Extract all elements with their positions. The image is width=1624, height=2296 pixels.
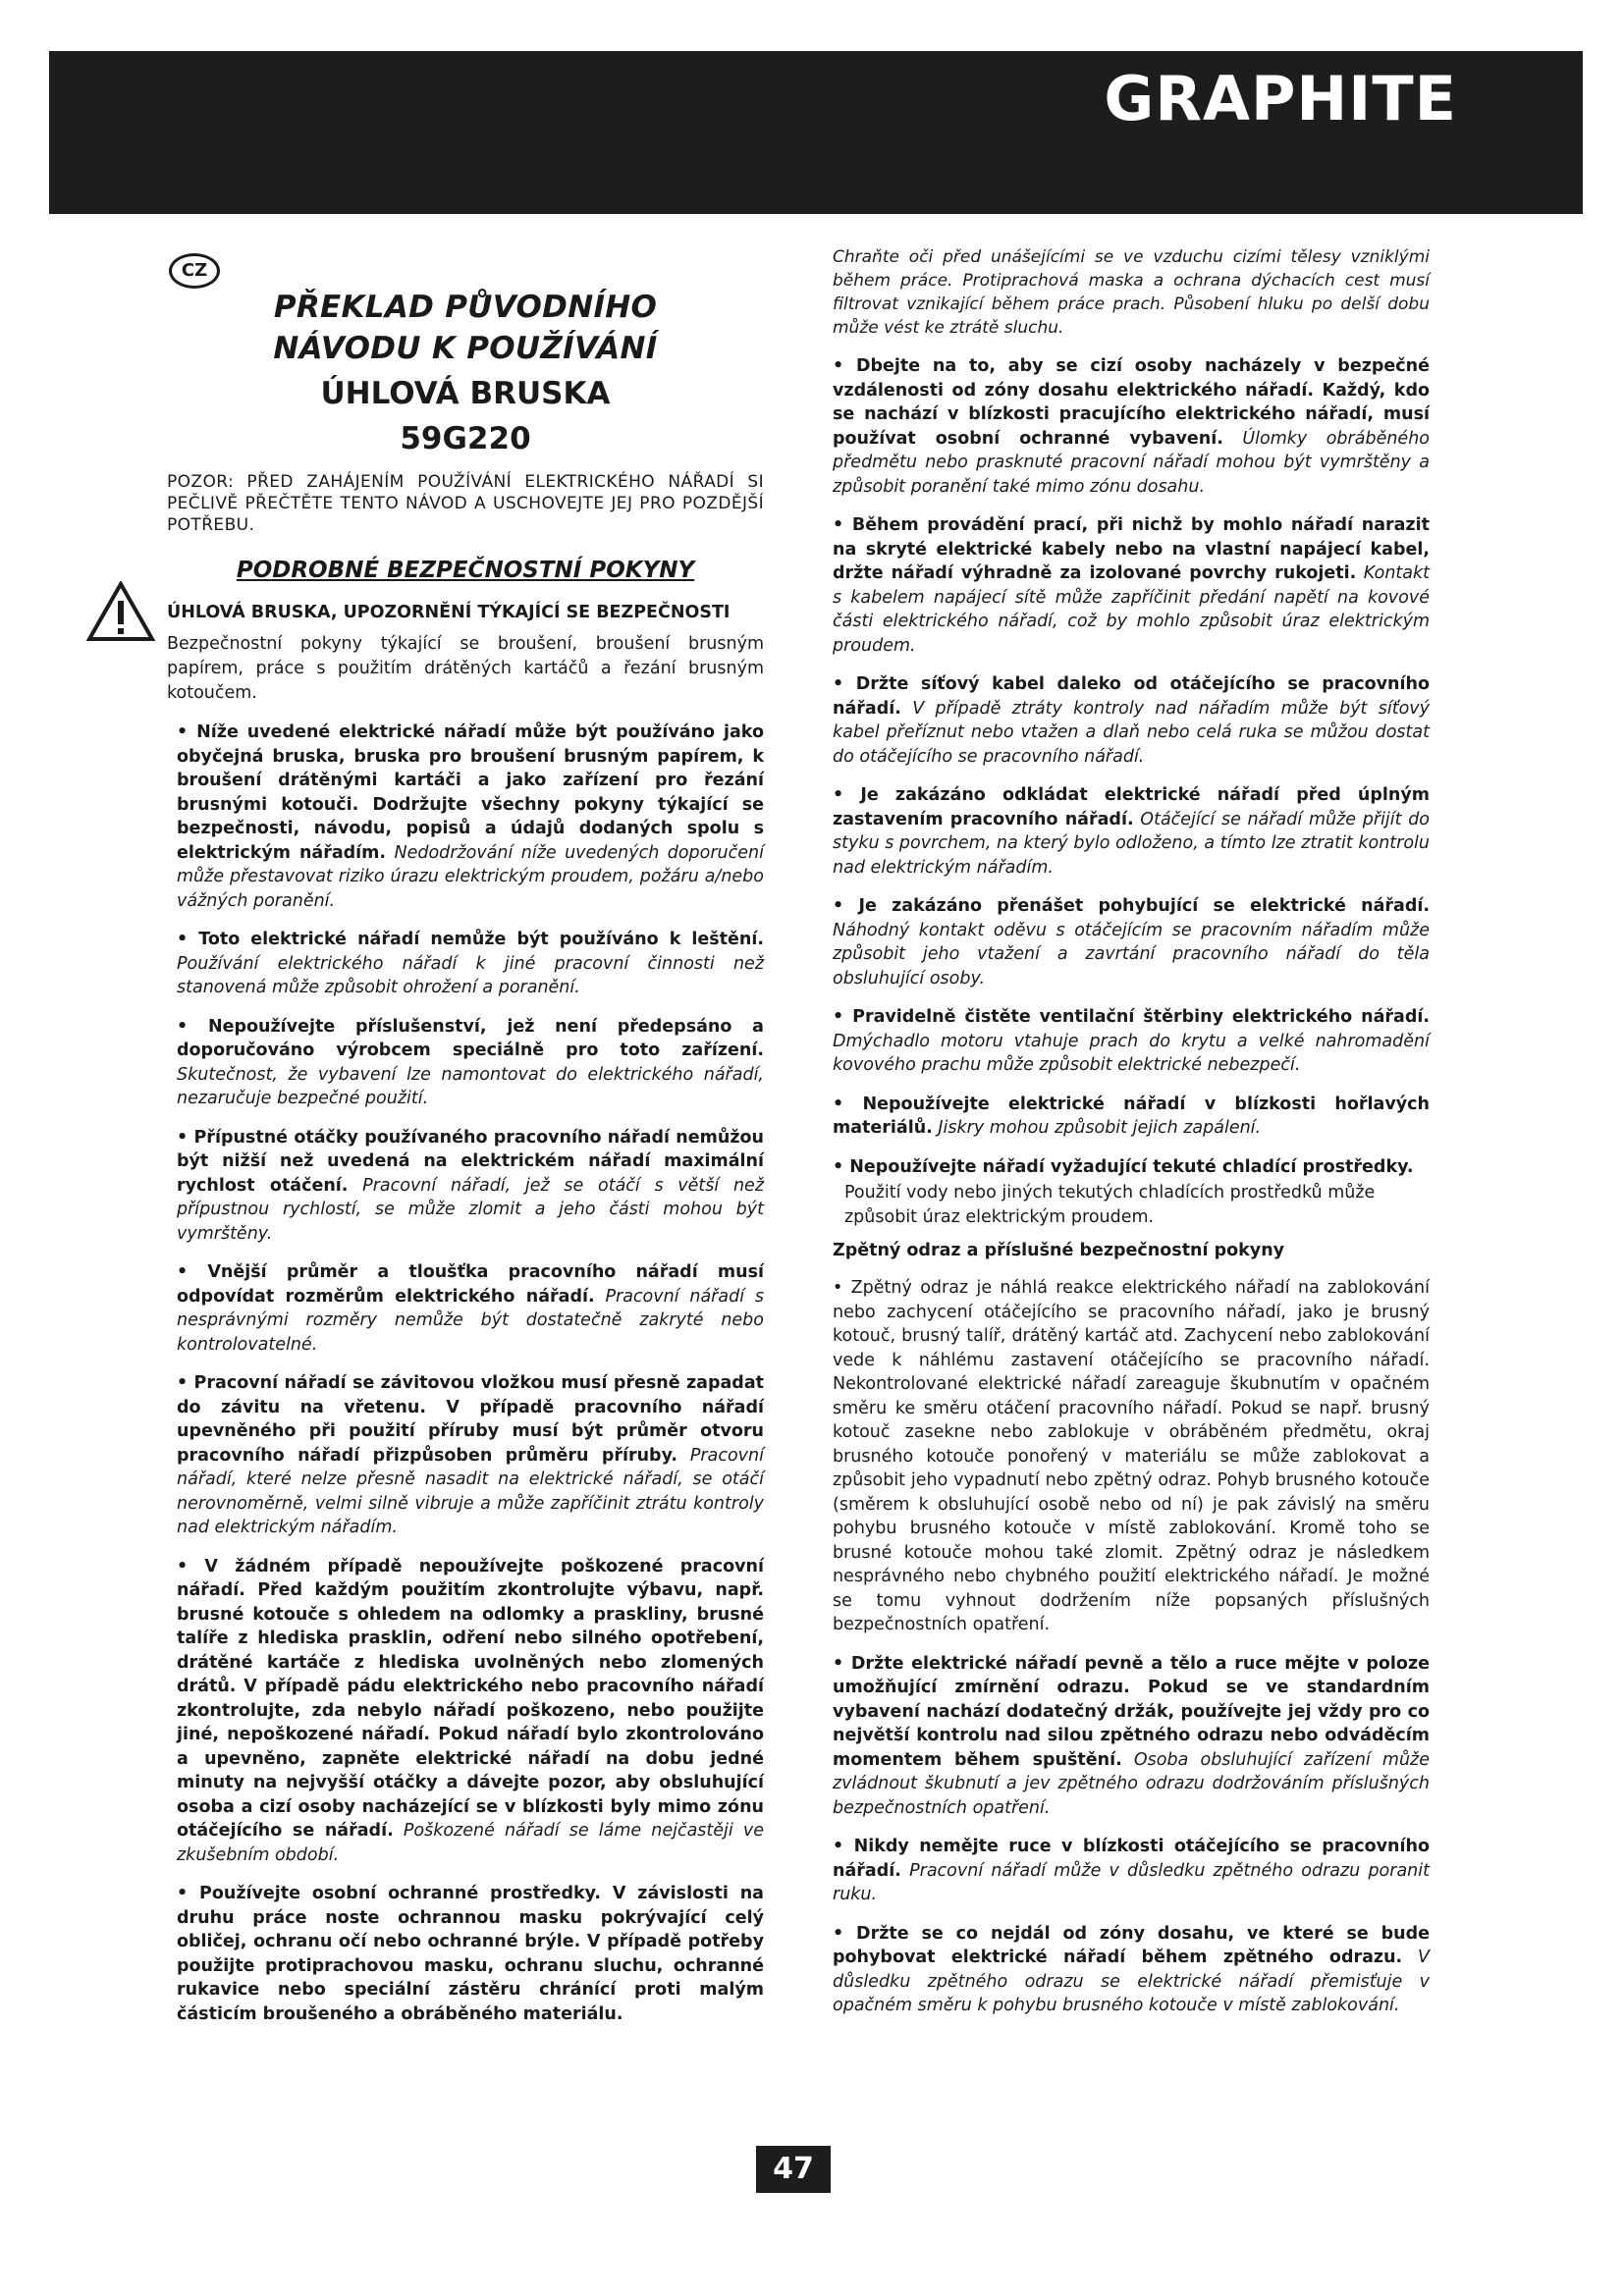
safety-item-rule: • Pravidelně čistěte ventilační štěrbiny elektrického nářadí.: [833, 1007, 1430, 1027]
right-column: [833, 245, 1430, 2018]
coolant-note: Použití vody nebo jiných tekutých chladících prostředků může způsobit úraz elektrickým proudem.: [844, 1183, 1376, 1227]
kickback-text: • Zpětný odraz je náhlá reakce elektrického nářadí na zablokování nebo zachycení otáčejícího se pracovního nářadí, jako je brusný kotouč, brusný talíř, drátěný kartáč atd. Zachycení nebo zablokování vede k náhlému zastavení otáčejícího se pracovního nářadí. Nekontrolované elektrické nářadí zareaguje škubnutím v opačném směru ke směru otáčení pracovního nářadí. Pokud se např. brusný kotouč zasekne nebo zablokuje v obráběném předmětu, okraj brusného kotouče ponořený v materiálu se může zablokovat a způsobit jeho vypadnutí nebo zpětný odraz. Pohyb brusného kotouče (směrem k obsluhující osobě nebo od ní) je pak závislý na směru pohybu brusného kotouče v místě zablokování. Kromě toho se brusné kotouče mohou také zlomit. Zpětný odraz je následkem nesprávného nebo chybného použití elektrického nářadí. Je možné se tomu vyhnout dodržením níže popsaných příslušných bezpečnostních opatření.: [833, 1278, 1430, 1634]
safety-item: [833, 354, 1430, 499]
safety-item-rule: • Nepoužívejte příslušenství, jež není předepsáno a doporučováno výrobcem speciálně pro toto zařízení.: [177, 1016, 764, 1060]
safety-item: [833, 1005, 1430, 1078]
safety-item-rule: • Držte elektrické nářadí pevně a tělo a ruce mějte v poloze umožňující zmírnění odrazu. Pokud se ve standardním vybavení nachází dodatečný držák, používejte jej vždy pro co největší kontrolu nad silou zpětného odrazu nebo odváděcím momentem během spuštění.: [833, 1653, 1430, 1770]
safety-item-explanation: Pracovní nářadí, které nelze přesně nasadit na elektrické nářadí, se otáčí nerovnoměrně, velmi silně vibruje a může zapříčinit ztrátu kontroly nad elektrickým nářadím.: [177, 1445, 764, 1537]
safety-item: [833, 1652, 1430, 1821]
safety-item-rule: • Níže uvedené elektrické nářadí může být používáno jako obyčejná bruska, bruska pro broušení brusným papírem, k broušení drátěnými kartáči a jako zařízení pro řezání brusnými kotouči. Dodržujte všechny pokyny týkající se bezpečnosti, návodu, popisů a údajů dodaných spolu s elektrickým nářadím.: [177, 722, 764, 863]
safety-item-rule: • Držte síťový kabel daleko od otáčejícího se pracovního nářadí.: [833, 674, 1430, 719]
safety-item-rule: • Toto elektrické nářadí nemůže být používáno k leštění.: [177, 930, 764, 949]
page-number: 47: [756, 2146, 831, 2193]
safety-item-explanation: Používání elektrického nářadí k jiné pracovní činnosti než stanovená může způsobit ohrožení a poranění.: [177, 953, 764, 997]
document-title-line-1: PŘEKLAD PŮVODNÍHO: [273, 290, 658, 325]
safety-item: [177, 1015, 764, 1111]
warning-triangle-icon: [86, 581, 155, 642]
safety-item-explanation: Nedodržování níže uvedených doporučení může přestavovat riziko úrazu elektrickým proudem, požáru a/nebo vážných poranění.: [177, 842, 764, 911]
safety-item-explanation: Dmýchadlo motoru vtahuje prach do krytu a velké nahromadění kovového prachu může způsobit elektrické nebezpečí.: [833, 1031, 1430, 1075]
safety-item-rule: • Je zakázáno přenášet pohybující se elektrické nářadí.: [833, 896, 1430, 916]
safety-item: [177, 928, 764, 1000]
right-intro: Chraňte oči před unášejícími se ve vzduchu cizími tělesy vzniklými během práce. Protiprachová maska a ochrana dýchacích cest musí filtrovat vznikající během práce prach. Působení hluku po delší dobu může vést ke ztrátě sluchu.: [833, 247, 1430, 338]
safety-item: [177, 1126, 764, 1247]
safety-item: [833, 783, 1430, 880]
warning-header: [167, 601, 764, 624]
document-title-line-2: NÁVODU K POUŽÍVÁNÍ: [273, 331, 658, 366]
safety-item-explanation: V případě ztráty kontroly nad nářadím může být síťový kabel přeříznut nebo vtažen a dlaň nebo celá ruka se můžou dostat do otáčejícího se pracovního nářadí.: [833, 698, 1430, 767]
safety-item: [833, 1155, 1430, 1180]
safety-item-rule: • Během provádění prací, při nichž by mohlo nářadí narazit na skryté elektrické kabely nebo na vlastní napájecí kabel, držte nářadí výhradně za izolované povrchy rukojeti.: [833, 515, 1430, 583]
section-title: PODROBNÉ BEZPEČNOSTNÍ POKYNY: [236, 558, 695, 583]
safety-item-rule: • Je zakázáno odkládat elektrické nářadí před úplným zastavením pracovního nářadí.: [833, 785, 1430, 829]
safety-item: [177, 1882, 764, 2026]
safety-item-rule: • Nikdy nemějte ruce v blízkosti otáčejícího se pracovního nářadí.: [833, 1837, 1430, 1881]
model-number: 59G220: [400, 421, 531, 456]
safety-item-rule: • Přípustné otáčky používaného pracovního nářadí nemůžou být nižší než uvedená na elektrickém nářadí maximální rychlost otáčení.: [177, 1127, 764, 1196]
language-badge: CZ: [169, 253, 220, 289]
read-manual-notice: POZOR: PŘED ZAHÁJENÍM POUŽÍVÁNÍ ELEKTRICKÉHO NÁŘADÍ SI PEČLIVĚ PŘEČTĚTE TENTO NÁVOD A USCHOVEJTE JEJ PRO POZDĚJŠÍ POTŘEBU.: [167, 472, 764, 535]
safety-item-rule: • Nepoužívejte elektrické nářadí v blízkosti hořlavých materiálů.: [833, 1094, 1430, 1138]
safety-item: [177, 1371, 764, 1540]
intro-text: Bezpečnostní pokyny týkající se broušení, broušení brusným papírem, práce s použitím drátěných kartáčů a řezání brusným kotoučem.: [167, 634, 764, 703]
left-column: [167, 245, 764, 2026]
safety-item-explanation: Pracovní nářadí s nesprávnými rozměry nemůže být dostatečně zakryté nebo kontrolovatelné.: [177, 1286, 764, 1355]
safety-item: [177, 1555, 764, 1868]
safety-item-explanation: Úlomky obráběného předmětu nebo prasknuté pracovní nářadí mohou být vymrštěny a způsobit poranění také mimo zónu dosahu.: [833, 428, 1430, 497]
safety-item-rule: • Dbejte na to, aby se cizí osoby nacházely v bezpečné vzdálenosti od zóny dosahu elektrického nářadí. Každý, kdo se nachází v blízkosti pracujícího elektrického nářadí, musí používat osobní ochranné vybavení.: [833, 356, 1430, 449]
safety-item-rule: • Držte se co nejdál od zóny dosahu, ve které se bude pohybovat elektrické nářadí během zpětného odrazu.: [833, 1923, 1430, 1967]
safety-item-explanation: Jiskry mohou způsobit jejich zapálení.: [932, 1118, 1262, 1138]
safety-item-rule: • V žádném případě nepoužívejte poškozené pracovní nářadí. Před každým použitím zkontrolujte výbavu, např. brusné kotouče s ohledem na odlomky a praskliny, brusné talíře z hlediska prasklin, odření nebo silného opotřebení, drátěné kartáče z hlediska uvolněných nebo zlomených drátů. V případě pádu elektrického nebo pracovního nářadí zkontrolujte, zda nebylo nářadí poškozeno, nebo použijte jiné, nepoškozené nářadí. Pokud nářadí bylo zkontrolováno a upevněno, zapněte elektrické nářadí na dobu jedné minuty na nejvyšší otáčky a dávejte pozor, aby obsluhující osoba a cizí osoby nacházející se v blízkosti byly mimo zónu otáčejícího se nářadí.: [177, 1556, 764, 1841]
safety-item: [833, 672, 1430, 769]
safety-item: [833, 1922, 1430, 2018]
kickback-heading: Zpětný odraz a příslušné bezpečnostní pokyny: [833, 1241, 1285, 1260]
safety-item: [833, 1093, 1430, 1141]
safety-item-explanation: Kontakt s kabelem napájecí sítě může zapříčinit předání napětí na kovové části elektrického nářadí, což by mohlo způsobit úraz elektrickým proudem.: [833, 563, 1431, 656]
safety-item: [833, 894, 1430, 990]
safety-item-explanation: Pracovní nářadí může v důsledku zpětného odrazu poranit ruku.: [833, 1860, 1430, 1904]
safety-item-explanation: Pracovní nářadí, jež se otáčí s větší než přípustnou rychlostí, se může zlomit a jeho části mohou být vymrštěny.: [177, 1175, 765, 1244]
product-name: ÚHLOVÁ BRUSKA: [320, 376, 611, 411]
safety-item: [833, 513, 1430, 658]
safety-item-explanation: Náhodný kontakt oděvu s otáčejícím se pracovním nářadím může způsobit jeho vtažení a zavrtání pracovního nářadí do těla obsluhující osoby.: [833, 920, 1430, 988]
brand-logo: GRAPHITE: [1104, 63, 1457, 134]
safety-item-explanation: Skutečnost, že vybavení lze namontovat do elektrického nářadí, nezaručuje bezpečné použití.: [177, 1064, 764, 1108]
safety-item-explanation: Poškozené nářadí se láme nejčastěji ve zkušebním období.: [177, 1821, 764, 1865]
safety-item-rule: • Používejte osobní ochranné prostředky. V závislosti na druhu práce noste ochrannou masku pokrývající celý obličej, ochranu očí nebo ochranné brýle. V případě potřeby použijte protiprachovou masku, ochranu sluchu, ochranné rukavice nebo speciální zástěru chránící proti malým částicím broušeného a obráběného materiálu.: [177, 1884, 764, 2024]
safety-item-rule: • Nepoužívejte nářadí vyžadující tekuté chladící prostředky.: [833, 1156, 1414, 1177]
safety-item-rule: • Pracovní nářadí se závitovou vložkou musí přesně zapadat do závitu na vřetenu. V případě pracovního nářadí upevněného při použití příruby musí být průměr otvoru pracovního nářadí přizpůsoben průměru příruby.: [177, 1373, 764, 1466]
safety-item-rule: • Vnější průměr a tloušťka pracovního nářadí musí odpovídat rozměrům elektrického nářadí.: [177, 1262, 764, 1307]
warning-title: ÚHLOVÁ BRUSKA, UPOZORNĚNÍ TÝKAJÍCÍ SE BEZPEČNOSTI: [167, 603, 731, 622]
safety-item-explanation: Otáčející se nářadí může přijít do styku s povrchem, na který bylo odloženo, a tímto lze ztratit kontrolu nad elektrickým nářadím.: [833, 809, 1431, 878]
safety-item: [177, 1260, 764, 1357]
safety-item-explanation: V důsledku zpětného odrazu se elektrické nářadí přemisťuje v opačném směru k pohybu brusného kotouče v místě zablokování.: [833, 1948, 1430, 2015]
safety-item: [833, 1835, 1430, 1907]
safety-item: [177, 721, 764, 913]
safety-item-explanation: Osoba obsluhující zařízení může zvládnout škubnutí a jev zpětného odrazu dodržováním příslušných bezpečnostních opatření.: [833, 1749, 1431, 1818]
